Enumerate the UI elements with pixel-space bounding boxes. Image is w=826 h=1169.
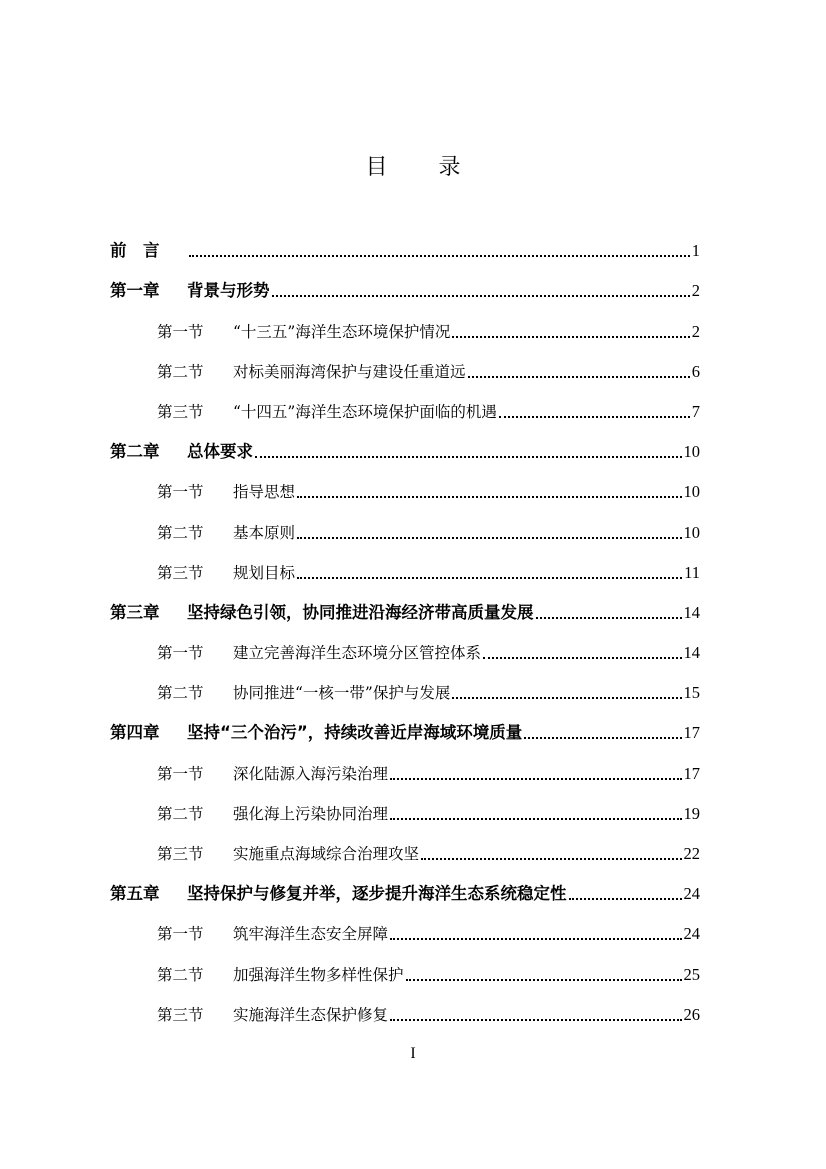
entry-title: 总体要求 (187, 442, 253, 462)
dot-leader (524, 737, 681, 739)
dot-leader (483, 657, 681, 659)
entry-title: “十三五”海洋生态环境保护情况 (233, 322, 451, 341)
toc-chapter-entry[interactable] (110, 428, 700, 468)
entry-page-number: 6 (691, 361, 700, 381)
entry-title: 加强海洋生物多样性保护 (233, 965, 404, 984)
dot-leader (272, 295, 690, 297)
entry-page-number: 7 (691, 401, 700, 421)
dot-leader (189, 255, 690, 257)
entry-title: 坚持绿色引领，协同推进沿海经济带高质量发展 (187, 602, 534, 622)
entry-title: 协同推进“一核一带”保护与发展 (233, 684, 451, 703)
entry-number: 第一节 (157, 483, 204, 502)
entry-page-number: 25 (683, 964, 700, 984)
entry-number: 第二节 (157, 523, 204, 542)
toc-chapter-entry[interactable] (110, 267, 700, 307)
entry-page-number: 24 (683, 884, 700, 904)
dot-leader (390, 1019, 681, 1021)
entry-number: 第一章 (110, 281, 160, 301)
entry-number: 第一节 (157, 764, 204, 783)
entry-page-number: 26 (683, 1004, 700, 1024)
entry-title: 建立完善海洋生态环境分区管控体系 (233, 644, 482, 663)
entry-page-number: 14 (683, 643, 700, 663)
dot-leader (452, 697, 681, 699)
toc-chapter-entry[interactable] (110, 870, 700, 910)
toc-chapter-entry[interactable] (110, 709, 700, 749)
dot-leader (536, 617, 682, 619)
dot-leader (468, 376, 690, 378)
toc-section-entry[interactable] (110, 669, 700, 709)
entry-number: 前 言 (110, 241, 160, 261)
dot-leader (452, 336, 689, 338)
entry-title: 强化海上污染协同治理 (233, 804, 389, 823)
entry-number: 第四章 (110, 723, 160, 743)
entry-page-number: 24 (683, 924, 700, 944)
toc-chapter-entry[interactable] (110, 227, 700, 267)
dot-leader (569, 898, 682, 900)
toc-section-entry[interactable] (110, 307, 700, 347)
dot-leader (390, 938, 681, 940)
dot-leader (255, 456, 682, 458)
entry-number: 第二节 (157, 362, 204, 381)
toc-section-entry[interactable] (110, 830, 700, 870)
dot-leader (390, 818, 681, 820)
entry-number: 第一节 (157, 322, 204, 341)
entry-page-number: 14 (683, 602, 700, 622)
entry-number: 第二节 (157, 804, 204, 823)
entry-number: 第二节 (157, 965, 204, 984)
entry-title: 筑牢海洋生态安全屏障 (233, 925, 389, 944)
entry-page-number: 22 (683, 844, 700, 863)
dot-leader (499, 416, 690, 418)
dot-leader (297, 537, 681, 539)
dot-leader (390, 778, 681, 780)
toc-section-entry[interactable] (110, 950, 700, 990)
entry-number: 第五章 (110, 884, 160, 904)
dot-leader (421, 858, 681, 860)
toc-section-entry[interactable] (110, 991, 700, 1031)
entry-page-number: 19 (683, 803, 700, 823)
toc-section-entry[interactable] (110, 749, 700, 789)
entry-number: 第三节 (157, 845, 204, 863)
entry-page-number: 10 (683, 482, 700, 502)
toc-section-entry[interactable] (110, 910, 700, 950)
entry-page-number: 2 (691, 281, 700, 301)
entry-title: 实施海洋生态保护修复 (233, 1005, 389, 1024)
entry-number: 第三节 (157, 563, 204, 582)
entry-title: 深化陆源入海污染治理 (233, 764, 389, 783)
entry-title: 背景与形势 (187, 281, 270, 301)
toc-section-entry[interactable] (110, 629, 700, 669)
entry-page-number: 15 (683, 683, 700, 703)
entry-title: 基本原则 (233, 523, 296, 542)
entry-number: 第二节 (157, 684, 204, 703)
toc-title: 目 录 (365, 155, 483, 180)
entry-page-number: 10 (683, 442, 700, 462)
entry-title: 实施重点海域综合治理攻坚 (233, 845, 420, 863)
entry-page-number: 2 (691, 321, 700, 341)
toc-section-entry[interactable] (110, 549, 700, 589)
toc-section-entry[interactable] (110, 790, 700, 830)
entry-page-number: 11 (684, 562, 700, 582)
entry-title: “十四五”海洋生态环境保护面临的机遇 (233, 402, 497, 421)
entry-page-number: 17 (683, 723, 700, 743)
entry-title: 指导思想 (233, 483, 296, 502)
entry-page-number: 1 (691, 241, 700, 261)
dot-leader (297, 496, 681, 498)
toc-section-entry[interactable] (110, 468, 700, 508)
table-of-contents (110, 227, 700, 1031)
toc-chapter-entry[interactable] (110, 589, 700, 629)
toc-section-entry[interactable] (110, 388, 700, 428)
dot-leader (406, 979, 682, 981)
entry-title: 规划目标 (233, 563, 296, 582)
entry-number: 第三章 (110, 602, 160, 622)
entry-number: 第三节 (157, 1005, 204, 1024)
dot-leader (297, 577, 682, 579)
entry-number: 第二章 (110, 442, 160, 462)
entry-number: 第一节 (157, 925, 204, 944)
entry-title: 坚持“三个治污”，持续改善近岸海域环境质量 (187, 723, 523, 743)
entry-page-number: 17 (683, 763, 700, 783)
entry-number: 第三节 (157, 402, 204, 421)
entry-title: 坚持保护与修复并举，逐步提升海洋生态系统稳定性 (187, 884, 567, 904)
toc-section-entry[interactable] (110, 348, 700, 388)
entry-title: 对标美丽海湾保护与建设任重道远 (233, 362, 466, 381)
entry-number: 第一节 (157, 644, 204, 663)
page-number-footer: I (410, 1045, 416, 1062)
entry-page-number: 10 (683, 522, 700, 542)
toc-section-entry[interactable] (110, 508, 700, 548)
